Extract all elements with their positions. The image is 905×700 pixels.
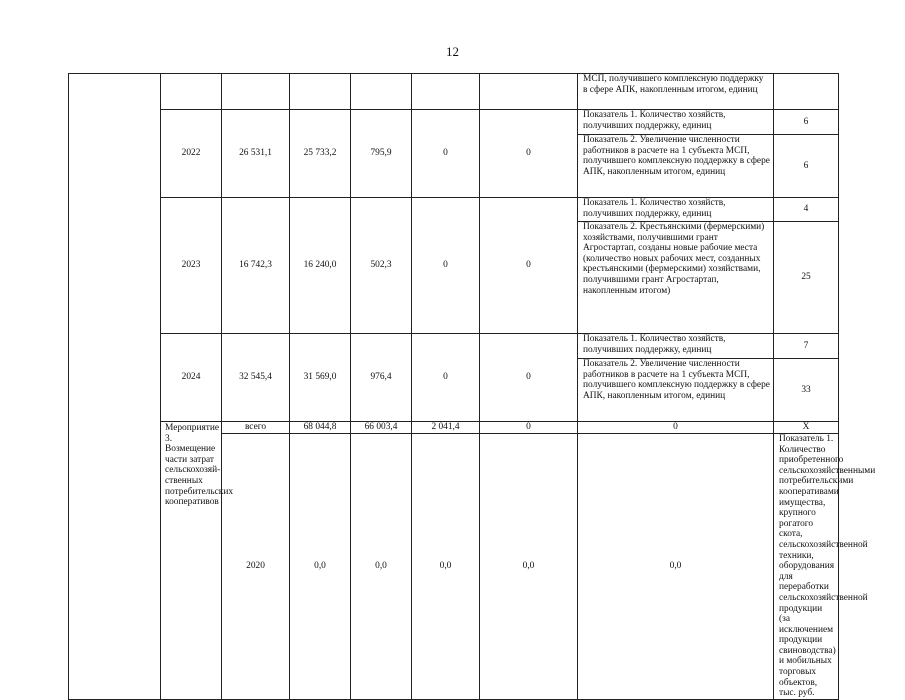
indicator-value-cell: 4	[774, 198, 839, 222]
page-number: 12	[446, 44, 459, 59]
fed-cell: 31 569,0	[290, 334, 351, 422]
indicator-value-cell: 6	[774, 110, 839, 135]
other-cell: 0	[480, 198, 578, 334]
year-cell: 2022	[161, 110, 222, 198]
indicator-value-cell	[774, 74, 839, 110]
table-row	[69, 110, 839, 135]
fed-cell: 25 733,2	[290, 110, 351, 198]
fed-cell: 0,0	[351, 434, 412, 700]
total-cell: 16 742,3	[222, 198, 290, 334]
indicator-value-cell: 33	[774, 359, 839, 422]
table-row	[69, 422, 839, 434]
other-cell: 0	[480, 334, 578, 422]
table-row	[69, 74, 839, 110]
fed-cell	[290, 74, 351, 110]
local-cell	[412, 74, 480, 110]
local-cell: 0,0	[480, 434, 578, 700]
table-row	[69, 334, 839, 359]
indicator-value-cell: 6	[774, 135, 839, 198]
indicator-cell: Показатель 1. Количество хозяйств, получивших поддержку, единиц	[578, 198, 774, 222]
reg-cell: 795,9	[351, 110, 412, 198]
total-cell: 26 531,1	[222, 110, 290, 198]
local-cell: 0	[480, 422, 578, 434]
table-row	[69, 198, 839, 222]
fed-cell: 66 003,4	[351, 422, 412, 434]
indicator-cell: Показатель 2. Крестьянскими (фермерскими) хозяйствами, получившими грант Агростартап, созданы новые рабочие места (количество новых рабочих мест, созданных крестьянскими (фермерскими) хозяйствами, получившими грант Агростартап, накопленным итогом)	[578, 222, 774, 334]
reg-cell: 502,3	[351, 198, 412, 334]
other-cell: 0	[578, 422, 774, 434]
indicator-cell: Показатель 1. Количество приобретенного сельскохозяйственными потребительскими кооперативами имущества, крупного рогатого скота, сельскохозяйственной техники, оборудования для переработки сельскохозяйственной продукции (за исключением продукции свиноводства) и мобильных торговых объектов, тыс. руб.	[774, 434, 839, 700]
local-cell: 0	[412, 198, 480, 334]
measure-name-cell-empty	[69, 74, 161, 700]
total-cell	[222, 74, 290, 110]
total-cell: 68 044,8	[290, 422, 351, 434]
indicator-cell: Показатель 1. Количество хозяйств, получивших поддержку, единиц	[578, 334, 774, 359]
year-cell: 2020	[222, 434, 290, 700]
year-cell: всего	[222, 422, 290, 434]
indicator-cell: Х	[774, 422, 839, 434]
year-cell: 2024	[161, 334, 222, 422]
other-cell: 0,0	[578, 434, 774, 700]
indicator-value-cell: 25	[774, 222, 839, 334]
total-cell: 32 545,4	[222, 334, 290, 422]
reg-cell: 2 041,4	[412, 422, 480, 434]
total-cell: 0,0	[290, 434, 351, 700]
other-cell: 0	[480, 110, 578, 198]
other-cell	[480, 74, 578, 110]
local-cell: 0	[412, 334, 480, 422]
indicator-cell: Показатель 1. Количество хозяйств, получивших поддержку, единиц	[578, 110, 774, 135]
program-table	[68, 73, 876, 700]
reg-cell: 976,4	[351, 334, 412, 422]
fed-cell: 16 240,0	[290, 198, 351, 334]
measure-name-cell: Мероприятие 3. Возмещение части затрат сельскохозяй-ственных потребительских кооперативов	[161, 422, 222, 700]
year-cell: 2023	[161, 198, 222, 334]
indicator-cell: Показатель 2. Увеличение численности работников в расчете на 1 субъекта МСП, получившего комплексную поддержку в сфере АПК, накопленным итогом, единиц	[578, 359, 774, 422]
indicator-value-cell: 7	[774, 334, 839, 359]
reg-cell	[351, 74, 412, 110]
local-cell: 0	[412, 110, 480, 198]
indicator-cell: МСП, получившего комплексную поддержку в сфере АПК, накопленным итогом, единиц	[578, 74, 774, 110]
reg-cell: 0,0	[412, 434, 480, 700]
indicator-cell: Показатель 2. Увеличение численности работников в расчете на 1 субъекта МСП, получившего комплексную поддержку в сфере АПК, накопленным итогом, единиц	[578, 135, 774, 198]
year-cell	[161, 74, 222, 110]
